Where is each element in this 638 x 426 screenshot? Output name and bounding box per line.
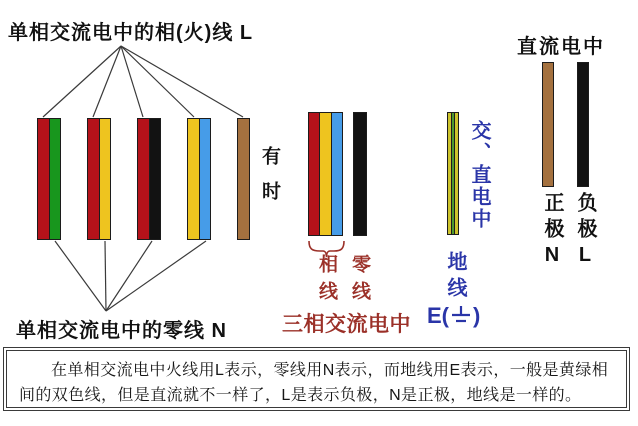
- wire-stripe: [309, 113, 319, 235]
- wire-stripe: [199, 119, 211, 239]
- ground-wire-label: 地线: [444, 251, 466, 303]
- explanation-line-2: 间的双色线，但是直流就不一样了，L是表示负极，N是正极，地线是一样的。: [19, 387, 582, 404]
- wire-yellow-blue: [187, 118, 211, 240]
- wire-stripe: [49, 119, 61, 239]
- explanation-line-1: 在单相交流电中火线用L表示，零线用N表示，而地线用E表示，一般是黄绿相: [51, 362, 609, 379]
- three-phase-neutral-wire: [353, 112, 367, 236]
- dc-negative-label: 负极L: [574, 192, 596, 272]
- wire-stripe: [99, 119, 111, 239]
- wire-stripe: [578, 63, 588, 186]
- wire-stripe: [149, 119, 161, 239]
- dc-positive-label: 正极N: [541, 192, 563, 272]
- ground-symbol-suffix: ): [473, 303, 481, 328]
- wire-red-black: [137, 118, 161, 240]
- ac-dc-context-label: 交、直电中: [468, 120, 490, 230]
- wire-red-yellow: [87, 118, 111, 240]
- wire-stripe: [188, 119, 199, 239]
- wire-stripe: [38, 119, 49, 239]
- wire-brown: [237, 118, 250, 240]
- phase-wire-label: 相线: [316, 254, 337, 308]
- wire-stripe: [319, 113, 330, 235]
- wire-stripe: [238, 119, 249, 239]
- wire-stripe: [543, 63, 553, 186]
- wire-stripe: [138, 119, 149, 239]
- ground-wire: [447, 112, 459, 235]
- neutral-wire-label: 零线: [349, 254, 370, 308]
- sometimes-note: 有时: [259, 146, 280, 216]
- ground-symbol-prefix: E(: [427, 303, 449, 328]
- wire-stripe: [331, 113, 342, 235]
- wire-stripe: [88, 119, 99, 239]
- explanation-box: [6, 350, 627, 408]
- wire-stripe: [354, 113, 366, 235]
- wire-stripe: [454, 113, 458, 234]
- three-phase-caption: 三相交流电中: [282, 313, 411, 336]
- three-phase-phase-wire: [308, 112, 343, 236]
- single-phase-live-title: 单相交流电中的相(火)线 L: [8, 22, 254, 44]
- earth-ground-icon: [449, 305, 473, 325]
- dc-positive-wire: [542, 62, 554, 187]
- ground-symbol-label: [427, 303, 480, 329]
- single-phase-neutral-title: 单相交流电中的零线 N: [16, 320, 227, 342]
- wire-red-green: [37, 118, 61, 240]
- dc-title: 直流电中: [517, 36, 605, 58]
- dc-negative-wire: [577, 62, 589, 187]
